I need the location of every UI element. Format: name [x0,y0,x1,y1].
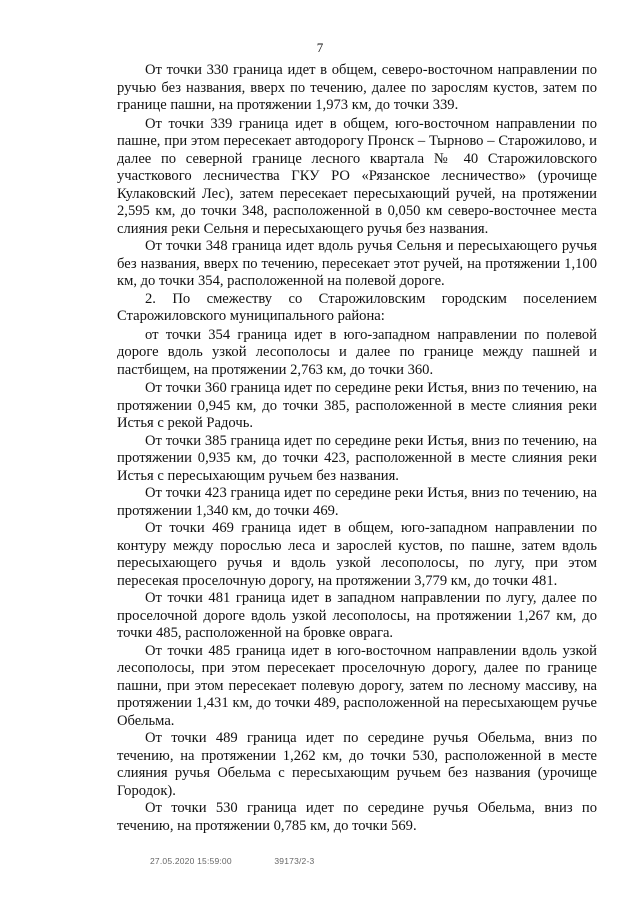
paragraph-point-489: От точки 489 граница идет по середине ручья Обельма, вниз по течению, на протяжении 1,262 км, до точки 530, расположенной в месте слияния ручья Обельма с пересыхающим ручьем без названия (урочище Городок). [117,730,597,799]
document-body [117,62,597,835]
footer-stamp [150,856,314,866]
section-heading-2: 2. По смежеству со Старожиловским городским поселением Старожиловского муниципального района: [117,290,597,324]
paragraph-point-385: От точки 385 граница идет по середине реки Истья, вниз по течению, на протяжении 0,935 км, до точки 423, расположенной в месте слияния реки Истья с пересыхающим ручьем без названия. [117,432,597,484]
paragraph-point-485: От точки 485 граница идет в юго-восточном направлении вдоль узкой лесополосы, при этом пересекает проселочную дорогу, далее по границе пашни, при этом пересекает полевую дорогу, затем по лесному массиву, на протяжении 1,431 км, до точки 489, расположенной на пересыхающем ручье Обельма. [117,642,597,729]
paragraph-point-360: От точки 360 граница идет по середине реки Истья, вниз по течению, на протяжении 0,945 км, до точки 385, расположенной в месте слияния реки Истья с рекой Радочь. [117,380,597,431]
paragraph-point-423: От точки 423 граница идет по середине реки Истья, вниз по течению, на протяжении 1,340 км, до точки 469. [117,485,597,519]
paragraph-point-330: От точки 330 граница идет в общем, северо-восточном направлении по ручью без названия, вверх по течению, далее по зарослям кустов, затем по границе пашни, на протяжении 1,973 км, до точки 339. [117,62,597,113]
paragraph-point-530: От точки 530 граница идет по середине ручья Обельма, вниз по течению, на протяжении 0,785 км, до точки 569. [117,800,597,834]
paragraph-point-339: От точки 339 граница идет в общем, юго-восточном направлении по пашне, при этом пересекает автодорогу Пронск – Тырново – Старожилово, и далее по северной границе лесного квартала № 40 Старожиловского участкового лесничества ГКУ РО «Рязанское лесничество» (урочище Кулаковский Лес), затем пересекает пересыхающий ручей, на протяжении 2,595 км, до точки 348, расположенной в 0,050 км северо-восточнее места слияния реки Сельня и пересыхающего ручья без названия. [117,115,597,237]
footer-timestamp: 27.05.2020 15:59:00 [150,856,232,866]
footer-doc-code: 39173/2-3 [274,856,315,866]
paragraph-point-348: От точки 348 граница идет вдоль ручья Сельня и пересыхающего ручья без названия, вверх по течению, пересекает этот ручей, на протяжении 1,100 км, до точки 354, расположенной на полевой дороге. [117,238,597,289]
paragraph-point-481: От точки 481 граница идет в западном направлении по лугу, далее по проселочной дороге вдоль узкой лесополосы, на протяжении 1,267 км, до точки 485, расположенной на бровке оврага. [117,590,597,641]
paragraph-point-469: От точки 469 граница идет в общем, юго-западном направлении по контуру между порослью леса и зарослей кустов, по пашне, затем вдоль пересыхающего ручья и вдоль узкой лесополосы, по лугу, при этом пересекая проселочную дорогу, на протяжении 3,779 км, до точки 481. [117,520,597,589]
paragraph-point-354: от точки 354 граница идет в юго-западном направлении по полевой дороге вдоль узкой лесополосы и далее по границе между пашней и пастбищем, на протяжении 2,763 км, до точки 360. [117,326,597,378]
page-number: 7 [316,40,324,55]
